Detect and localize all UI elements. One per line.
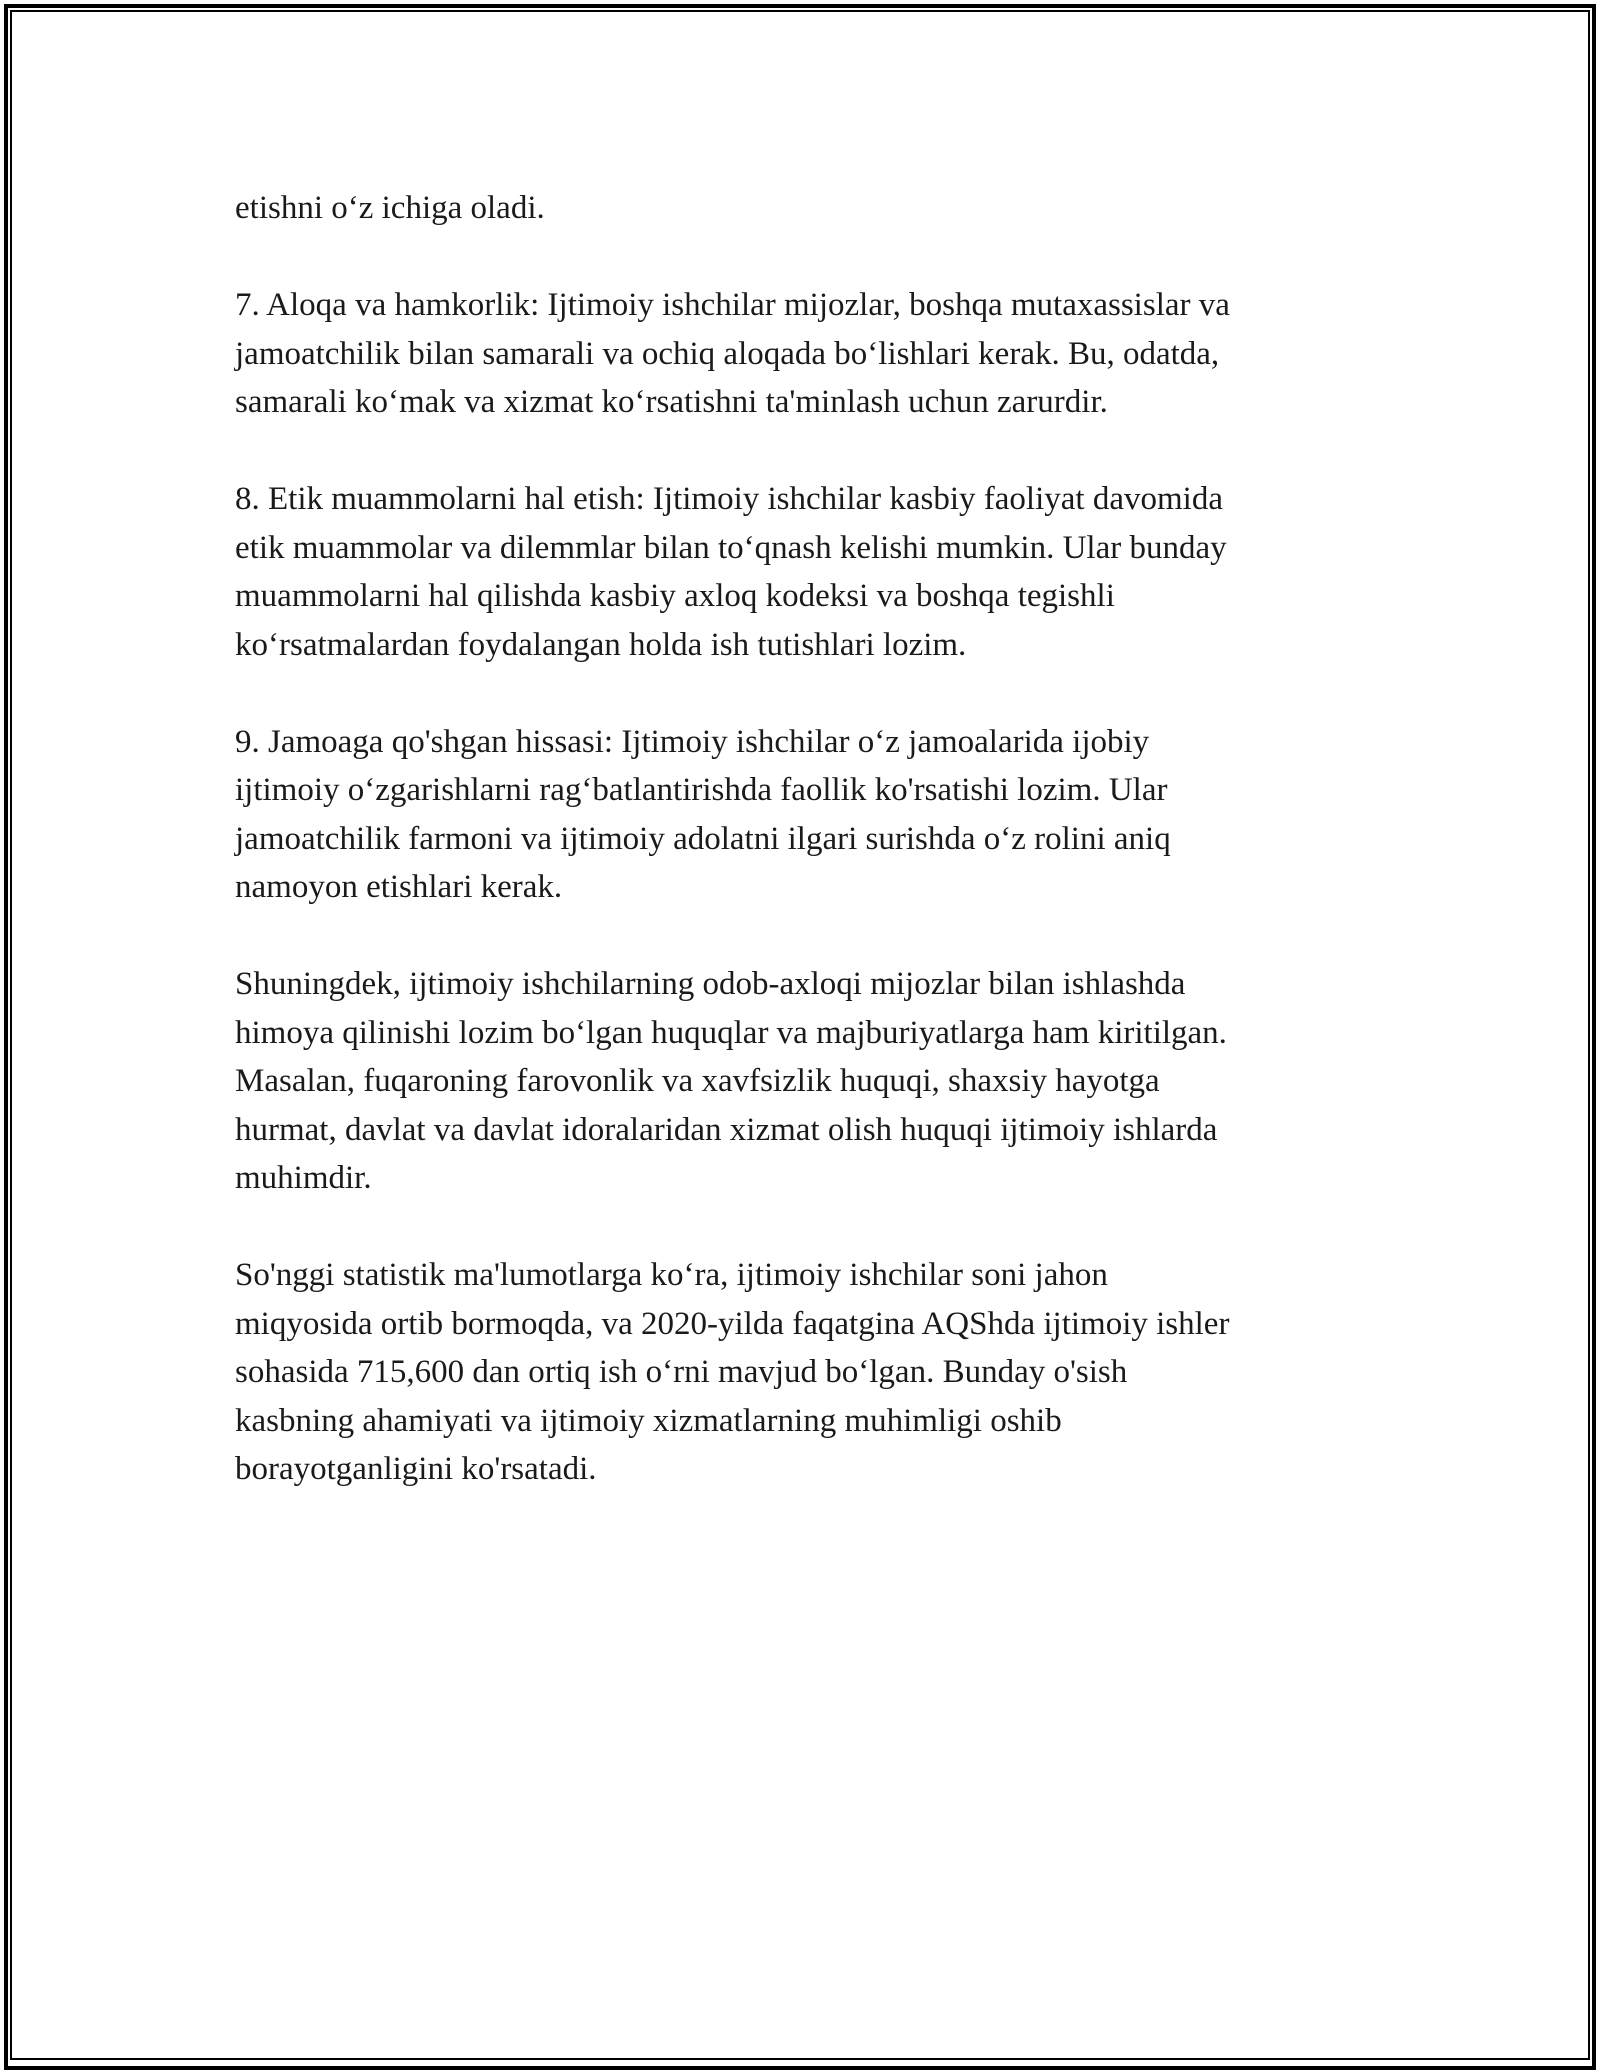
text-line: Shuningdek, ijtimoiy ishchilarning odob-axloqi mijozlar bilan ishlashda — [235, 966, 1186, 1002]
text-line: namoyon etishlari kerak. — [235, 869, 563, 905]
text-line: So'nggi statistik ma'lumotlarga ko‘ra, ijtimoiy ishchilar soni jahon — [235, 1257, 1108, 1293]
text-line: miqyosida ortib bormoqda, va 2020-yilda faqatgina AQShda ijtimoiy ishler — [235, 1305, 1230, 1342]
text-line: etishni o‘z ichiga oladi. — [235, 190, 545, 226]
text-line: kasbning ahamiyati va ijtimoiy xizmatlarning muhimligi oshib — [235, 1402, 1062, 1439]
text-line: sohasida 715,600 dan ortiq ish o‘rni mavjud bo‘lgan. Bunday o'sish — [235, 1354, 1128, 1390]
text-line: ko‘rsatmalardan foydalangan holda ish tutishlari lozim. — [235, 626, 967, 663]
text-line: 7. Aloqa va hamkorlik: Ijtimoiy ishchilar mijozlar, boshqa mutaxassislar va — [235, 287, 1230, 323]
paragraph-item-9 — [235, 718, 1365, 912]
paragraph-ethics-rights — [235, 960, 1365, 1203]
text-line: Masalan, fuqaroning farovonlik va xavfsizlik huquqi, shaxsiy hayotga — [235, 1063, 1160, 1099]
text-line: borayotganligini ko'rsatadi. — [235, 1451, 597, 1487]
text-line: 8. Etik muammolarni hal etish: Ijtimoiy ishchilar kasbiy faoliyat davomida — [235, 481, 1223, 517]
text-line: jamoatchilik farmoni va ijtimoiy adolatni ilgari surishda o‘z rolini aniq — [235, 820, 1171, 857]
text-line: jamoatchilik bilan samarali va ochiq aloqada bo‘lishlari kerak. Bu, odatda, — [235, 335, 1220, 372]
text-line: himoya qilinishi lozim bo‘lgan huquqlar va majburiyatlarga ham kiritilgan. — [235, 1014, 1227, 1051]
text-line: muammolarni hal qilishda kasbiy axloq kodeksi va boshqa tegishli — [235, 578, 1115, 614]
text-line: ijtimoiy o‘zgarishlarni rag‘batlantirishda faollik ko'rsatishi lozim. Ular — [235, 772, 1168, 808]
paragraph-intro-continuation — [235, 184, 1365, 233]
text-line: etik muammolar va dilemmlar bilan to‘qnash kelishi mumkin. Ular bunday — [235, 529, 1227, 566]
paragraph-item-8 — [235, 475, 1365, 669]
document-body — [235, 184, 1365, 1542]
paragraph-item-7 — [235, 281, 1365, 427]
text-line: samarali ko‘mak va xizmat ko‘rsatishni ta'minlash uchun zarurdir. — [235, 384, 1108, 420]
text-line: hurmat, davlat va davlat idoralaridan xizmat olish huquqi ijtimoiy ishlarda — [235, 1111, 1218, 1148]
paragraph-statistics — [235, 1251, 1365, 1494]
text-line: 9. Jamoaga qo'shgan hissasi: Ijtimoiy ishchilar o‘z jamoalarida ijobiy — [235, 723, 1150, 760]
text-line: muhimdir. — [235, 1160, 372, 1196]
